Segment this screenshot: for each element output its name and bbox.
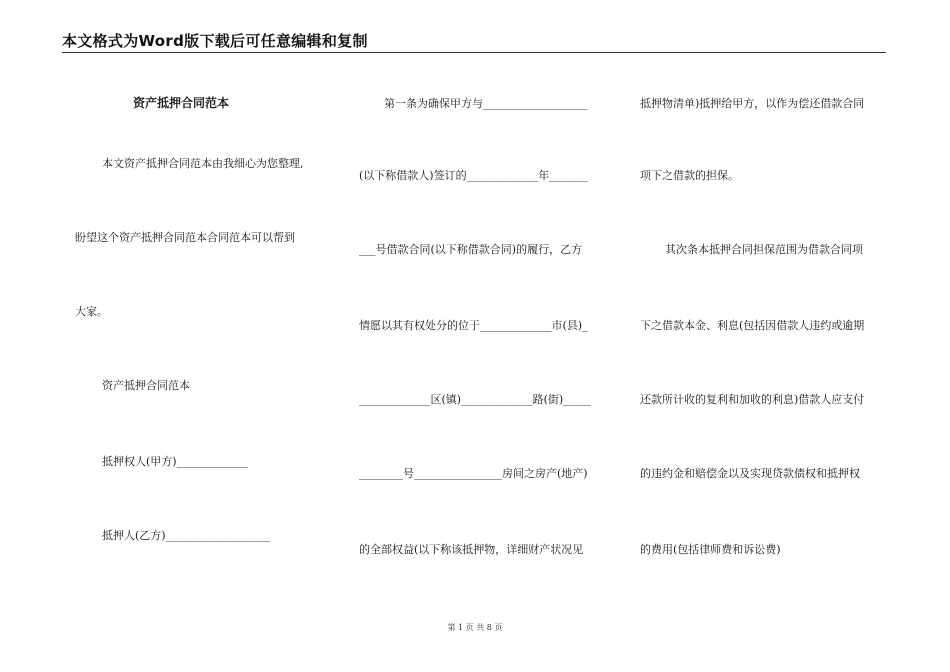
text-line: 资产抵押合同范本 [102,379,190,392]
text-line: 情愿以其有权处分的位于_____________市(县)_ [359,319,588,332]
text-line: 下之借款本金、利息(包括因借款人违约或逾期 [640,319,865,332]
page-number: 第 1 页 共 8 页 [447,623,503,632]
text-line: _____________区(镇)_____________路(街)_____ [359,393,591,406]
document-header: 本文格式为Word版下载后可任意编辑和复制 [62,32,368,50]
header-rule [62,52,886,53]
text-line: 盼望这个资产抵押合同范本合同范本可以帮到 [75,231,295,244]
text-line: 的全部权益(以下称该抵押物，详细财产状况见 [359,543,584,556]
text-line: 的违约金和赔偿金以及实现贷款债权和抵押权 [640,467,860,480]
text-line: 的费用(包括律师费和诉讼费) [640,543,781,556]
text-line: 抵押权人(甲方)_____________ [102,455,249,468]
text-line: 还款所计收的复利和加收的利息)借款人应支付 [640,393,865,406]
document-title: 资产抵押合同范本 [133,96,230,110]
text-line: (以下称借款人)签订的_____________年_______ [359,169,588,182]
text-line: 抵押人(乙方)___________________ [102,529,271,542]
text-line: 抵押物清单)抵押给甲方，以作为偿还借款合同 [640,97,865,110]
text-line: ________号________________房间之房产(地产) [359,467,588,480]
text-line: ___号借款合同(以下称借款合同)的履行，乙方 [359,243,583,256]
text-line: 大家。 [75,305,108,318]
text-line: 第一条为确保甲方与___________________ [384,97,588,110]
text-line: 项下之借款的担保。 [640,169,739,182]
text-line: 本文资产抵押合同范本由我细心为您整理, [102,157,304,170]
text-line: 其次条本抵押合同担保范围为借款合同项 [665,243,863,256]
